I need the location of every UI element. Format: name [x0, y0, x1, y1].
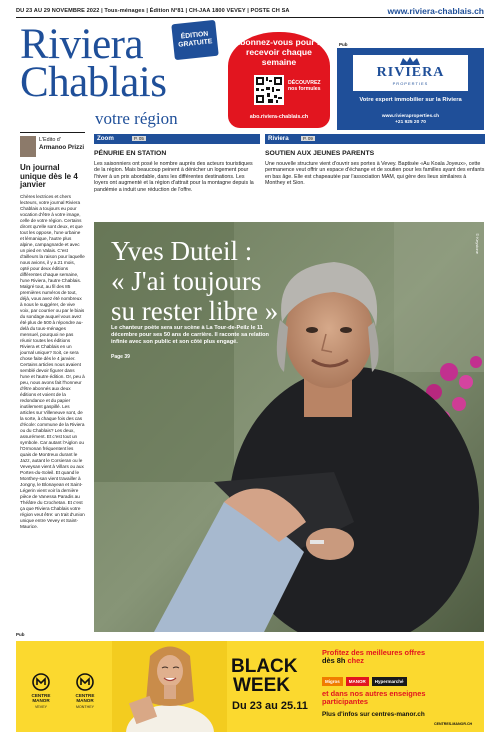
- ad-label: Pub: [339, 42, 348, 47]
- promo1-c: chez: [347, 656, 364, 666]
- ad-contact: [337, 114, 484, 126]
- editorial-header: [20, 132, 85, 159]
- qr-code-icon[interactable]: [254, 75, 284, 105]
- editorial-title: Un journal unique dès le 4 janvier: [20, 163, 78, 190]
- brief-title: PÉNURIE EN STATION: [94, 150, 167, 157]
- cover-headline: [111, 236, 278, 326]
- brief-header: [265, 134, 485, 144]
- brief-title: SOUTIEN AUX JEUNES PARENTS: [265, 150, 375, 157]
- ad-promo-1: [322, 649, 432, 666]
- cover-deck: Le chanteur poète sera sur scène à La Tour-de-Peilz le 11 décembre pour ses 50 ans de carrière. Il raconte sa relation infinie avec son public et son côté plus engagé.: [111, 325, 269, 345]
- masthead-chablais: Chablais: [20, 59, 167, 106]
- editorial-column: [20, 132, 85, 594]
- badge-line2: GRATUITE: [177, 38, 213, 49]
- badge-line1: ÉDITION: [180, 30, 209, 41]
- masthead-riviera: Riviera: [20, 21, 144, 68]
- ad-brand-name: RIVIERA: [376, 65, 445, 80]
- manor-black-week-ad[interactable]: [16, 641, 484, 732]
- subscribe-box[interactable]: [228, 32, 330, 128]
- masthead-region: votre région: [95, 109, 178, 128]
- ad-promo-3[interactable]: Plus d'infos sur centres-manor.ch: [322, 711, 425, 718]
- brief-section: Zoom: [97, 135, 114, 142]
- qr-code-graphic: [256, 77, 282, 103]
- issue-meta: DU 23 AU 29 NOVEMBRE 2022 | Tous-ménages | Édition N°81 | CH-JAA 1800 VEVEY | POSTE CH SA: [16, 7, 290, 14]
- centre-manor-logo-icon: [76, 673, 94, 691]
- top-bar: [16, 4, 484, 18]
- week-word: WEEK: [233, 675, 290, 696]
- headline-line3: su rester libre »: [111, 296, 279, 326]
- photo-credit: © Keystone: [475, 233, 480, 254]
- cover-page-ref[interactable]: Page 39: [111, 354, 130, 360]
- free-edition-badge: [171, 20, 219, 60]
- edito-label: L'Edito d': [39, 137, 61, 143]
- promo1-a: Profitez des meilleures offres: [322, 648, 426, 657]
- store-word1: CENTRE: [31, 693, 51, 698]
- author-name: Armanoo Prizzi: [39, 144, 85, 151]
- ad-brand-sub: PROPERTIES: [392, 81, 429, 86]
- promo1-b: dès 8h: [322, 656, 346, 666]
- ad-label: Pub: [16, 632, 25, 637]
- ad-web[interactable]: www.rivieraproperties.ch: [381, 114, 440, 119]
- ad-promo-2: et dans nos autres enseignes participantes: [322, 689, 426, 707]
- subscribe-url[interactable]: abo.riviera-chablais.ch: [249, 114, 309, 120]
- headline-line2: « J'ai toujours: [111, 266, 262, 296]
- crown-icon: [400, 57, 420, 65]
- centre-manor-logo-icon: [32, 673, 50, 691]
- centre-manor-vevey: [22, 673, 60, 713]
- store-location: VEVEY: [35, 705, 47, 709]
- store-location: MONTHEY: [76, 705, 94, 709]
- brand-manor: MANOR: [346, 677, 369, 686]
- black-word: BLACK: [231, 656, 298, 677]
- brief-page: P. 05: [134, 136, 144, 141]
- masthead: [16, 22, 221, 126]
- store-word2: MANOR: [76, 698, 94, 703]
- brand-migros: Migros: [322, 677, 343, 686]
- brief-header: [94, 134, 260, 144]
- brief-section: Riviera: [268, 135, 289, 142]
- editorial-body: Chères lectrices et chers lecteurs, votre journal Riviera Chablais a toujours eu pour vocation d'être à votre image, celle de votre région. Certains diront qu'elle sont deux, et que tout les oppose, l'une urbaine et lémanique, l'autre plus alpine, campagnarde et avec un pied en Valais. C'est d'ailleurs la raison pour laquelle nous avions, il y a 21 mois, opté pour deux éditions différentes chaque semaine, l'une Riviera, l'autre Chablais. Malgré tout, au fil des 85 premières numéros de tout, déjà, vous avez été nombreux à nous le suggérer, de vive voix, par courrier ou par le biais du sondage auquel vous avez été plus de 500 à répondre au-delà du tous-ménages mensuel, pourquoi ne pas réunir toutes les éditions Riviera et Chablais en un journal unique? Soit, ce sera chose faite dès le 4 janvier. Certains articles nous avaient semblé devoir figurer dans l'une et l'autre édition. Or, peu à peu, nous avons fait l'honneur d'être abonnés aux deux éditions et voient de la redondance et du papier inutilement gaspillé. Les articles sur Villeneuve sont, de la sorte, à chaque fois des cas d'école: commune de la Riviera ou du Chablais? Les deux, assurément. Et c'est tout un symbole. Car autant l'Aiglon ou l'Ormonan fréquentent les quais de Montreux durant le Jazz, autant le Corsieran ou le Veveysan vient à Villars ou aux Portes-du-Soleil. Et quand le Monthey-san vient travailler à Jongny, le Blonayean et Saint-Légerin vient voir la dernière pièce de Vanessa Paradis au Théâtre du Crochetan. Et c'est ça que Riviera Chablais votre région veut être: un trait d'union unique entre Vevey et Saint-Maurice.: [20, 193, 85, 529]
- brief-page: P. 09: [303, 136, 313, 141]
- ad-tagline: Votre expert immobilier sur la Riviera: [359, 97, 462, 103]
- riviera-properties-logo: [353, 55, 468, 91]
- brand-logos: [322, 677, 407, 686]
- brief-zoom[interactable]: [94, 134, 260, 212]
- riviera-properties-ad[interactable]: [337, 48, 484, 130]
- ad-footer: CENTRES-MANOR.CH: [434, 722, 473, 726]
- store-word1: CENTRE: [75, 693, 95, 698]
- centre-manor-monthey: [66, 673, 104, 713]
- ad-model-image: [112, 641, 227, 732]
- site-link[interactable]: www.riviera-chablais.ch: [387, 5, 484, 16]
- brief-text: Les saisonniers ont posé le nombre auprès des acteurs touristiques de la région. Mais beaucoup peinent à dénicher un logement pour l'hiver à un prix abordable, dans les différentes destinations. Les loyers ont augmenté et la région d'attrait pour la montagne depuis la pandémie a induit une réduction de l'offre.: [94, 161, 254, 193]
- cover-story[interactable]: [94, 222, 484, 632]
- brief-text: Une nouvelle structure vient d'ouvrir ses portes à Vevey. Baptisée «Au Koala Joyeux», cette permanence veut offrir un espace d'échange et de soutien pour les familles ayant des enfants en bas âge. Elle est chapeautée par l'association MAM, qui gère des lieux similaires à Monthey et Sion.: [265, 161, 485, 187]
- ad-phone: +21 925 20 70: [395, 120, 426, 125]
- headline-line1: Yves Duteil :: [111, 236, 253, 266]
- brand-hypermarche: Hypermarché: [372, 677, 407, 686]
- author-avatar: [20, 136, 36, 157]
- brief-riviera[interactable]: [265, 134, 485, 212]
- subscribe-discover: DÉCOUVREZ nos formules: [288, 80, 321, 92]
- ad-dates: Du 23 au 25.11: [232, 700, 308, 712]
- subscribe-title: Abonnez-vous pour le recevoir chaque semaine: [233, 37, 325, 67]
- store-word2: MANOR: [32, 698, 50, 703]
